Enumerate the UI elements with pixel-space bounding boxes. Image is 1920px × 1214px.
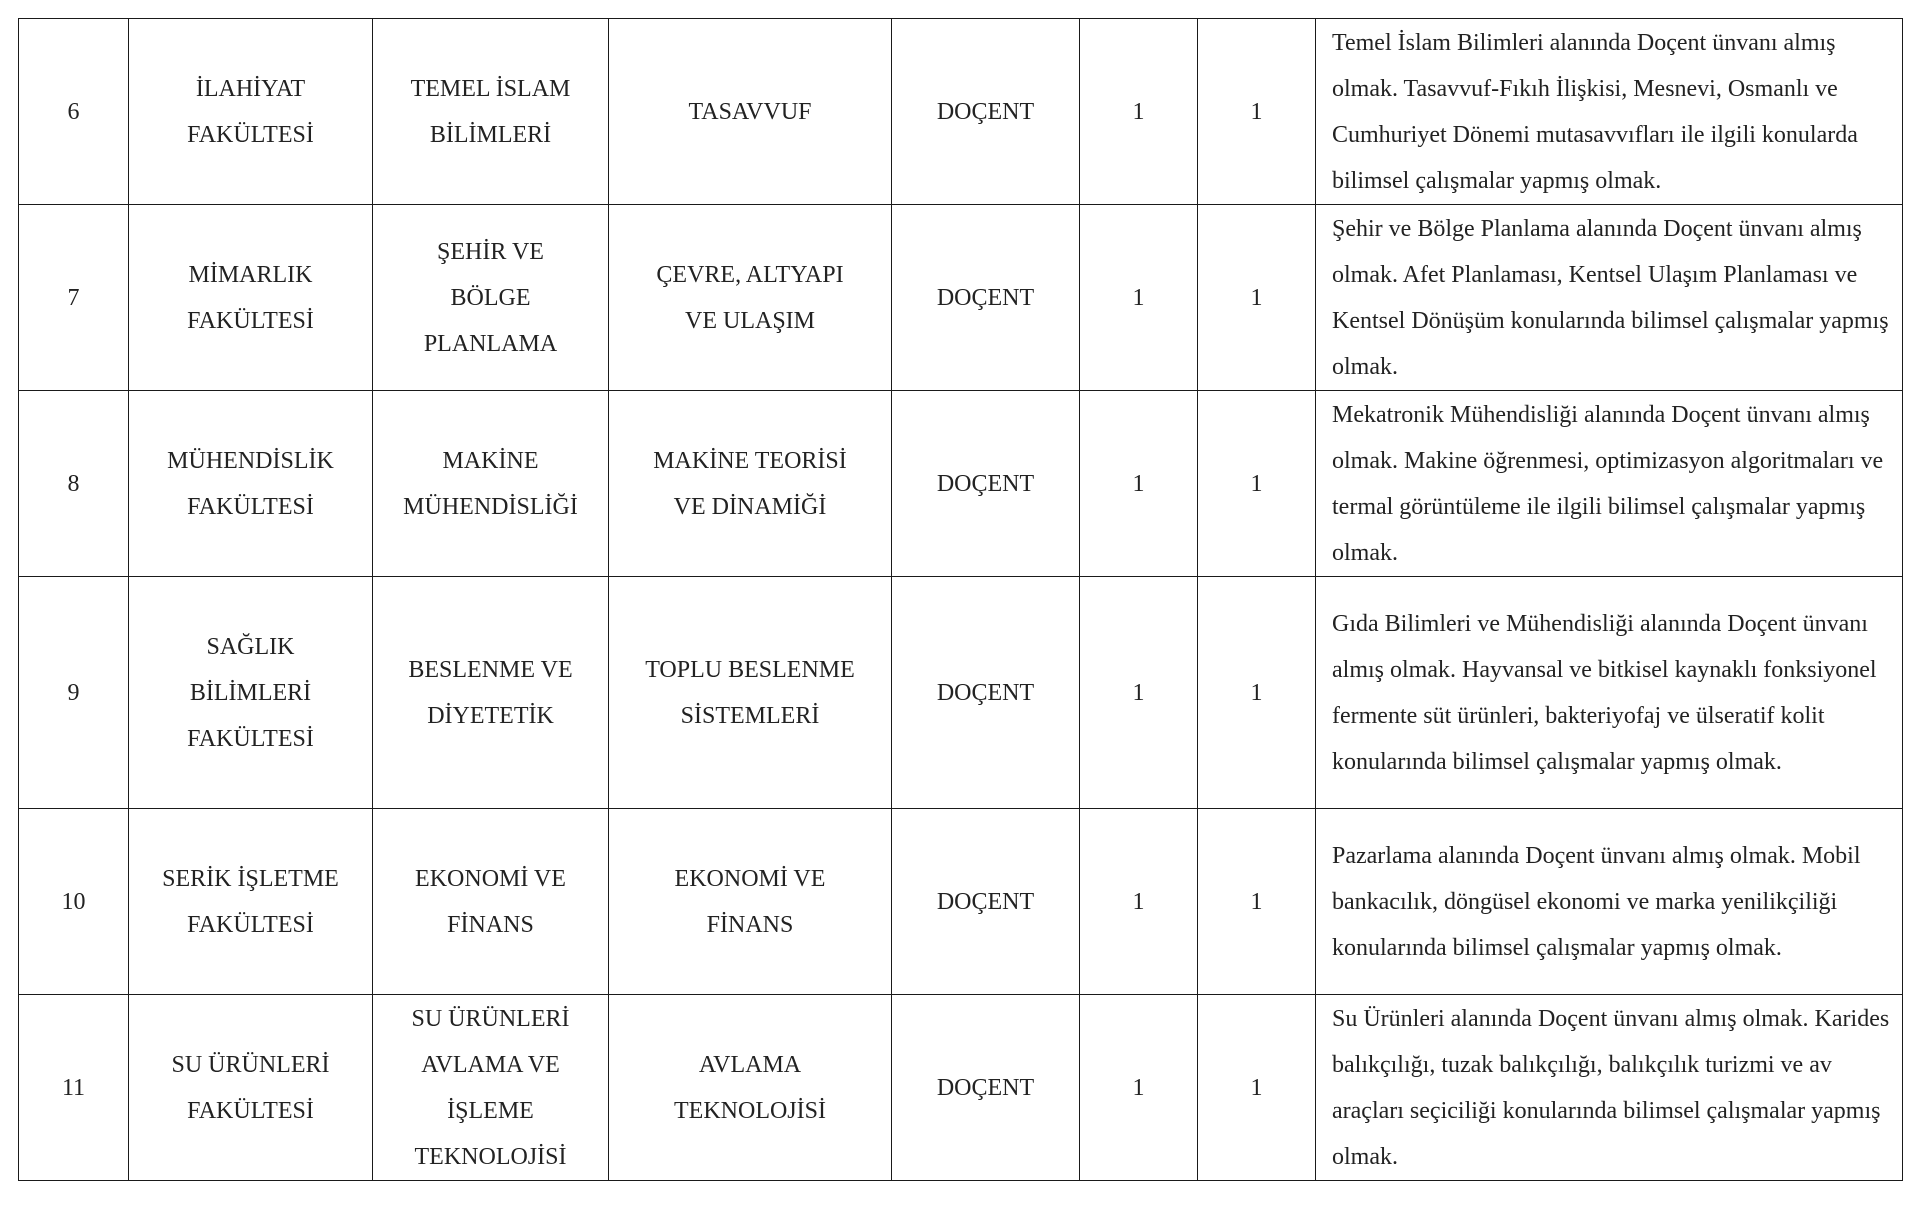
requirement-cell: Mekatronik Mühendisliği alanında Doçent ünvanı almış olmak. Makine öğrenmesi, optimizasyon algoritmaları ve termal görüntüleme ile ilgili bilimsel çalışmalar yapmış olmak. [1316,391,1903,577]
faculty-cell: MÜHENDİSLİK FAKÜLTESİ [129,391,373,577]
division-cell: MAKİNE TEORİSİ VE DİNAMİĞİ [609,391,892,577]
title-cell: DOÇENT [892,391,1080,577]
row-number: 7 [19,205,129,391]
division-cell: EKONOMİ VE FİNANS [609,809,892,995]
table-row [19,205,1903,391]
requirement-cell: Şehir ve Bölge Planlama alanında Doçent ünvanı almış olmak. Afet Planlaması, Kentsel Ulaşım Planlaması ve Kentsel Dönüşüm konularında bilimsel çalışmalar yapmış olmak. [1316,205,1903,391]
requirement-cell: Pazarlama alanında Doçent ünvanı almış olmak. Mobil bankacılık, döngüsel ekonomi ve marka yenilikçiliği konularında bilimsel çalışmalar yapmış olmak. [1316,809,1903,995]
faculty-cell: İLAHİYAT FAKÜLTESİ [129,19,373,205]
degree-cell: 1 [1198,577,1316,809]
staff-count-cell: 1 [1080,995,1198,1181]
staff-count-cell: 1 [1080,577,1198,809]
row-number: 6 [19,19,129,205]
row-number: 9 [19,577,129,809]
degree-cell: 1 [1198,995,1316,1181]
department-cell: ŞEHİR VE BÖLGE PLANLAMA [373,205,609,391]
division-cell: TASAVVUF [609,19,892,205]
division-cell: TOPLU BESLENME SİSTEMLERİ [609,577,892,809]
table-row [19,809,1903,995]
degree-cell: 1 [1198,19,1316,205]
title-cell: DOÇENT [892,577,1080,809]
department-cell: MAKİNE MÜHENDİSLİĞİ [373,391,609,577]
degree-cell: 1 [1198,809,1316,995]
table-row [19,19,1903,205]
table-row [19,577,1903,809]
staff-announcement-table [18,18,1903,1181]
requirement-cell: Gıda Bilimleri ve Mühendisliği alanında Doçent ünvanı almış olmak. Hayvansal ve bitkisel kaynaklı fonksiyonel fermente süt ürünleri, bakteriyofaj ve ülseratif kolit konularında bilimsel çalışmalar yapmış olmak. [1316,577,1903,809]
faculty-cell: SERİK İŞLETME FAKÜLTESİ [129,809,373,995]
faculty-cell: MİMARLIK FAKÜLTESİ [129,205,373,391]
title-cell: DOÇENT [892,19,1080,205]
title-cell: DOÇENT [892,809,1080,995]
department-cell: BESLENME VE DİYETETİK [373,577,609,809]
title-cell: DOÇENT [892,205,1080,391]
title-cell: DOÇENT [892,995,1080,1181]
department-cell: TEMEL İSLAM BİLİMLERİ [373,19,609,205]
row-number: 8 [19,391,129,577]
table-row [19,391,1903,577]
degree-cell: 1 [1198,205,1316,391]
department-cell: EKONOMİ VE FİNANS [373,809,609,995]
department-cell: SU ÜRÜNLERİ AVLAMA VE İŞLEME TEKNOLOJİSİ [373,995,609,1181]
row-number: 10 [19,809,129,995]
staff-count-cell: 1 [1080,809,1198,995]
division-cell: ÇEVRE, ALTYAPI VE ULAŞIM [609,205,892,391]
requirement-cell: Temel İslam Bilimleri alanında Doçent ünvanı almış olmak. Tasavvuf-Fıkıh İlişkisi, Mesnevi, Osmanlı ve Cumhuriyet Dönemi mutasavvıfları ile ilgili konularda bilimsel çalışmalar yapmış olmak. [1316,19,1903,205]
division-cell: AVLAMA TEKNOLOJİSİ [609,995,892,1181]
requirement-cell: Su Ürünleri alanında Doçent ünvanı almış olmak. Karides balıkçılığı, tuzak balıkçılığı, balıkçılık turizmi ve av araçları seçiciliği konularında bilimsel çalışmalar yapmış olmak. [1316,995,1903,1181]
faculty-cell: SAĞLIK BİLİMLERİ FAKÜLTESİ [129,577,373,809]
faculty-cell: SU ÜRÜNLERİ FAKÜLTESİ [129,995,373,1181]
degree-cell: 1 [1198,391,1316,577]
staff-count-cell: 1 [1080,19,1198,205]
table-row [19,995,1903,1181]
row-number: 11 [19,995,129,1181]
staff-count-cell: 1 [1080,205,1198,391]
staff-count-cell: 1 [1080,391,1198,577]
